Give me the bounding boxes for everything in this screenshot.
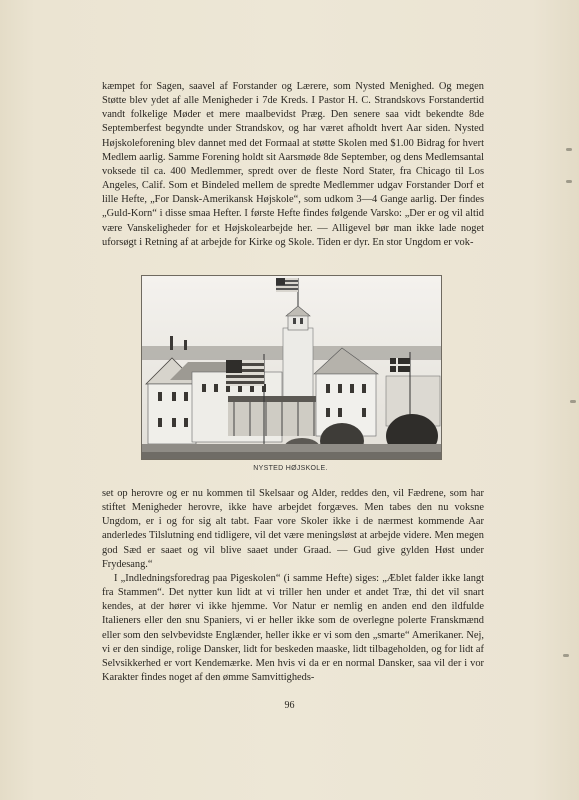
margin-mark bbox=[563, 654, 569, 657]
photo-caption: NYSTED HØJSKOLE. bbox=[253, 465, 328, 472]
body-text-top bbox=[102, 80, 484, 250]
paragraph: set op herovre og er nu kommen til Skelsaar og Alder, reddes den, vil Fædrene, som har stiftet Menigheder herovre, ikke have arbejdet forgæves. Men tabes den nu voksne Ungdom, er i og for sig alt tabt. Faar vore Skoler ikke i de nærmest kommende Aar anderledes Tilslutning end tidligere, vil det være meningsløst at arbejde videre. Men megen god Sæd er saaet og vil blive saaet under Graad. — Gud give gylden Høst under Frydesang.“ bbox=[102, 488, 484, 570]
page-number: 96 bbox=[284, 700, 295, 711]
paragraph: kæmpet for Sagen, saavel af Forstander og Lærere, som Nysted Menighed. Og megen Støtte blev ydet af alle Menigheder i 7de Kreds. I Pastor H. C. Strandskovs Forstandertid vandt folkelige Møder et mere maalbevidst Præg. Den senere saa vidt bekendte 8de Septemberfest begyndte under Strandskov, og har været afholdt hvert Aar siden. Nysted Højskoleforening blev dannet med det Formaal at støtte Skolen med $1.00 Bidrag for hvert Medlem aarlig. Samme Forening holdt sit Aarsmøde 8de September, og dens Medlemsantal voksede til ca. 400 Medlemmer, spredt over de fleste Nord Stater, fra Chicago til Los Angeles, Calif. Som et Bindeled mellem de spredte Medlemmer udgav Forstander Dorf et lille Hefte, „For Dansk-Amerikansk Højskole“, som udkom 3—4 Gange aarlig. Der findes „Guld-Korn“ i disse smaa Hefter. I første Hefte findes følgende Varsko: „Der er og vil altid være Vanskeligheder for et Højskolearbejde her. — Alligevel bør man ikke lade noget uforsøgt i Retning af at arbejde for Kirke og Skole. Tiden er dyr. En stor Ungdom er vok- bbox=[102, 81, 484, 248]
school-photograph bbox=[141, 275, 442, 460]
margin-mark bbox=[570, 400, 576, 403]
margin-mark bbox=[566, 180, 572, 183]
paragraph: I „Indledningsforedrag paa Pigeskolen“ (i samme Hefte) siges: „Æblet falder ikke langt fra Stammen“. Det nytter kun lidt at vi triller hen under et andet Træ, thi det vil snart kendes, at der hører vi ikke hjemme. Vor Natur er nemlig en anden end den ildfulde Italieners eller den snu Spaniers, vi er heller ikke som de overlegne polerte Franskmænd eller som den selvbevidste Englænder, heller ikke er vi som den „smarte“ Amerikaner. Nej, vi er den sindige, rolige Dansker, lidt for beskeden maaske, lidt tilbageholden, og for lidt af Selvsikkerhed er vort Kendemærke. Men hvis vi da er en normal Dansker, saa vil der i vor Karakter findes noget af den ømme Samvittigheds- bbox=[102, 572, 484, 684]
body-text-bottom bbox=[102, 487, 484, 685]
photograph-illustration bbox=[142, 276, 441, 459]
margin-mark bbox=[566, 148, 572, 151]
